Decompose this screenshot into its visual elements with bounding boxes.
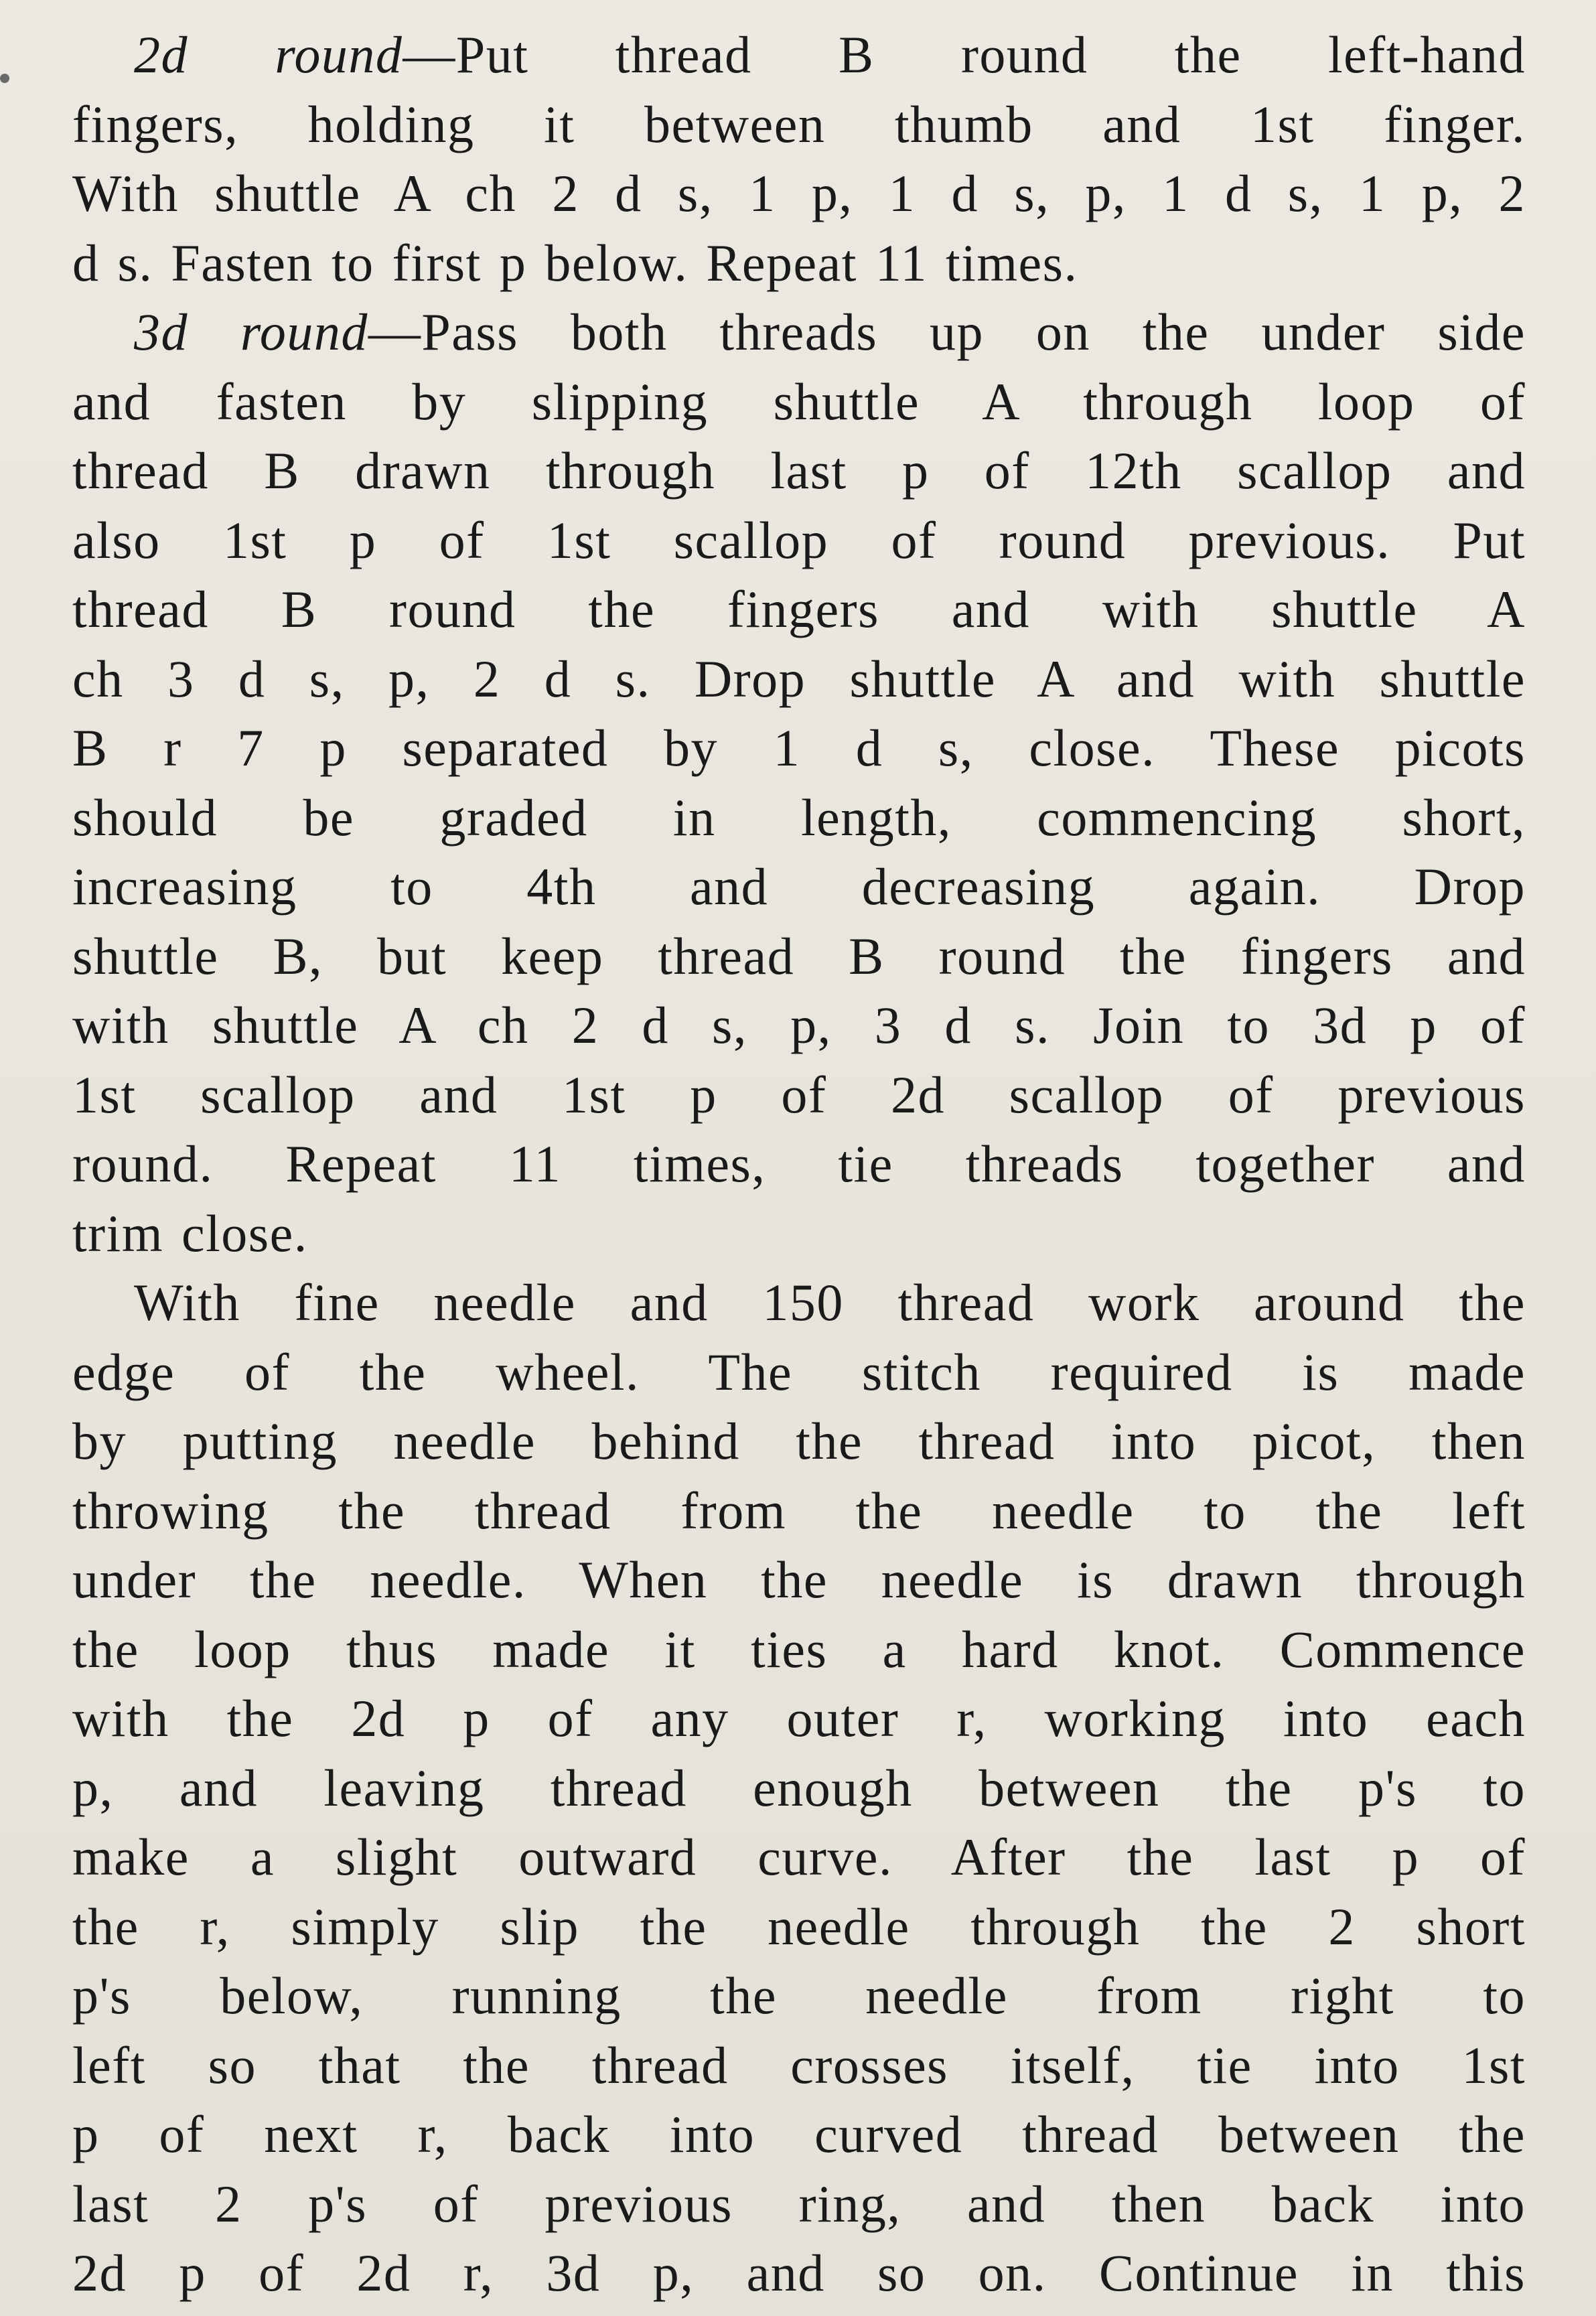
text-line: with the 2d p of any outer r, working into each: [72, 1689, 1526, 1747]
paragraph-edging: [72, 1268, 1526, 2308]
text-line: 2d p of 2d r, 3d p, and so on. Continue in this: [72, 2244, 1526, 2302]
text-line: ch 3 d s, p, 2 d s. Drop shuttle A and with shuttle: [72, 649, 1526, 708]
text-line: also 1st p of 1st scallop of round previous. Put: [72, 510, 1526, 569]
text-line: p of next r, back into curved thread between the: [72, 2105, 1526, 2163]
round-heading: 3d round: [134, 303, 368, 361]
text-line: p, and leaving thread enough between the p's to: [72, 1758, 1526, 1817]
text-line: 1st scallop and 1st p of 2d scallop of previous: [72, 1065, 1526, 1124]
text-line: With shuttle A ch 2 d s, 1 p, 1 d s, p, 1 d s, 1 p, 2: [72, 164, 1526, 222]
text-line: p's below, running the needle from right to: [72, 1966, 1526, 2025]
body-text: [72, 20, 1526, 2308]
text-line: shuttle B, but keep thread B round the fingers and: [72, 926, 1526, 985]
text-line: the r, simply slip the needle through the 2 short: [72, 1897, 1526, 1956]
text-line: left so that the thread crosses itself, tie into 1st: [72, 2035, 1526, 2094]
text-line: make a slight outward curve. After the last p of: [72, 1828, 1526, 1886]
paragraph-3d-round: [72, 297, 1526, 1268]
text-line: 2d round—Put thread B round the left-hand: [134, 25, 1526, 84]
text-line: should be graded in length, commencing short,: [72, 788, 1526, 847]
round-heading: 2d round: [134, 25, 403, 84]
text-line: d s. Fasten to first p below. Repeat 11 times.: [72, 233, 1078, 292]
text-line: under the needle. When the needle is drawn through: [72, 1550, 1526, 1609]
paragraph-2d-round: [72, 20, 1526, 297]
text-line: trim close.: [72, 1204, 308, 1262]
text-line: 3d round—Pass both threads up on the under side: [134, 303, 1526, 361]
text-line: thread B round the fingers and with shuttle A: [72, 580, 1526, 638]
text-line: thread B drawn through last p of 12th scallop and: [72, 441, 1526, 500]
text-line: With fine needle and 150 thread work around the: [134, 1273, 1526, 1331]
text-line: and fasten by slipping shuttle A through loop of: [72, 372, 1526, 431]
text-line: last 2 p's of previous ring, and then back into: [72, 2174, 1526, 2233]
text-line: with shuttle A ch 2 d s, p, 3 d s. Join to 3d p of: [72, 996, 1526, 1054]
text-line: throwing the thread from the needle to the left: [72, 1481, 1526, 1540]
margin-ink-mark: [0, 74, 9, 83]
text-line: round. Repeat 11 times, tie threads together and: [72, 1135, 1526, 1193]
text-line: B r 7 p separated by 1 d s, close. These picots: [72, 719, 1526, 777]
text-line: edge of the wheel. The stitch required is made: [72, 1342, 1526, 1401]
text-line: increasing to 4th and decreasing again. Drop: [72, 857, 1526, 916]
text-line: by putting needle behind the thread into picot, then: [72, 1412, 1526, 1470]
text-line: fingers, holding it between thumb and 1st finger.: [72, 94, 1526, 153]
text-line: the loop thus made it ties a hard knot. Commence: [72, 1619, 1526, 1678]
